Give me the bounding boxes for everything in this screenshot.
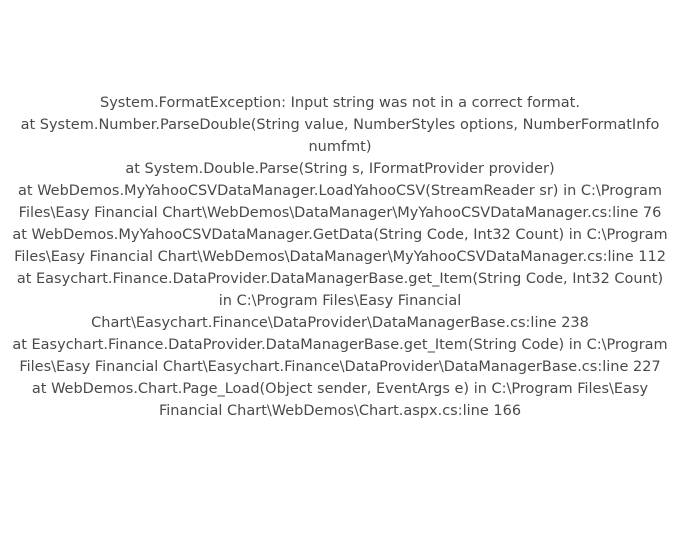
stack-frame: at WebDemos.Chart.Page_Load(Object sender, EventArgs e) in C:\Program Files\Easy Financial Chart\WebDemos\Chart.aspx.cs:line 166 (31, 381, 649, 419)
stack-frame: at WebDemos.MyYahooCSVDataManager.LoadYahooCSV(StreamReader sr) in C:\Program Files\Easy Financial Chart\WebDemos\DataManager\MyYahooCSVDataManager.cs:line 76 (18, 183, 662, 221)
stack-frame: at System.Number.ParseDouble(String value, NumberStyles options, NumberFormatInfo numfmt) (20, 117, 660, 155)
stack-frame: at Easychart.Finance.DataProvider.DataManagerBase.get_Item(String Code, Int32 Count) in C:\Program Files\Easy Financial Chart\Easychart.Finance\DataProvider\DataManagerBase.cs:line 238 (16, 271, 664, 331)
exception-stack-trace (0, 92, 680, 422)
stack-frame: at Easychart.Finance.DataProvider.DataManagerBase.get_Item(String Code) in C:\Program Files\Easy Financial Chart\Easychart.Finance\DataProvider\DataManagerBase.cs:line 227 (12, 337, 668, 375)
stack-frame: at System.Double.Parse(String s, IFormatProvider provider) (125, 161, 555, 177)
exception-message: System.FormatException: Input string was not in a correct format. (100, 95, 580, 111)
stack-frame: at WebDemos.MyYahooCSVDataManager.GetData(String Code, Int32 Count) in C:\Program Files\Easy Financial Chart\WebDemos\DataManager\MyYahooCSVDataManager.cs:line 112 (12, 227, 668, 265)
